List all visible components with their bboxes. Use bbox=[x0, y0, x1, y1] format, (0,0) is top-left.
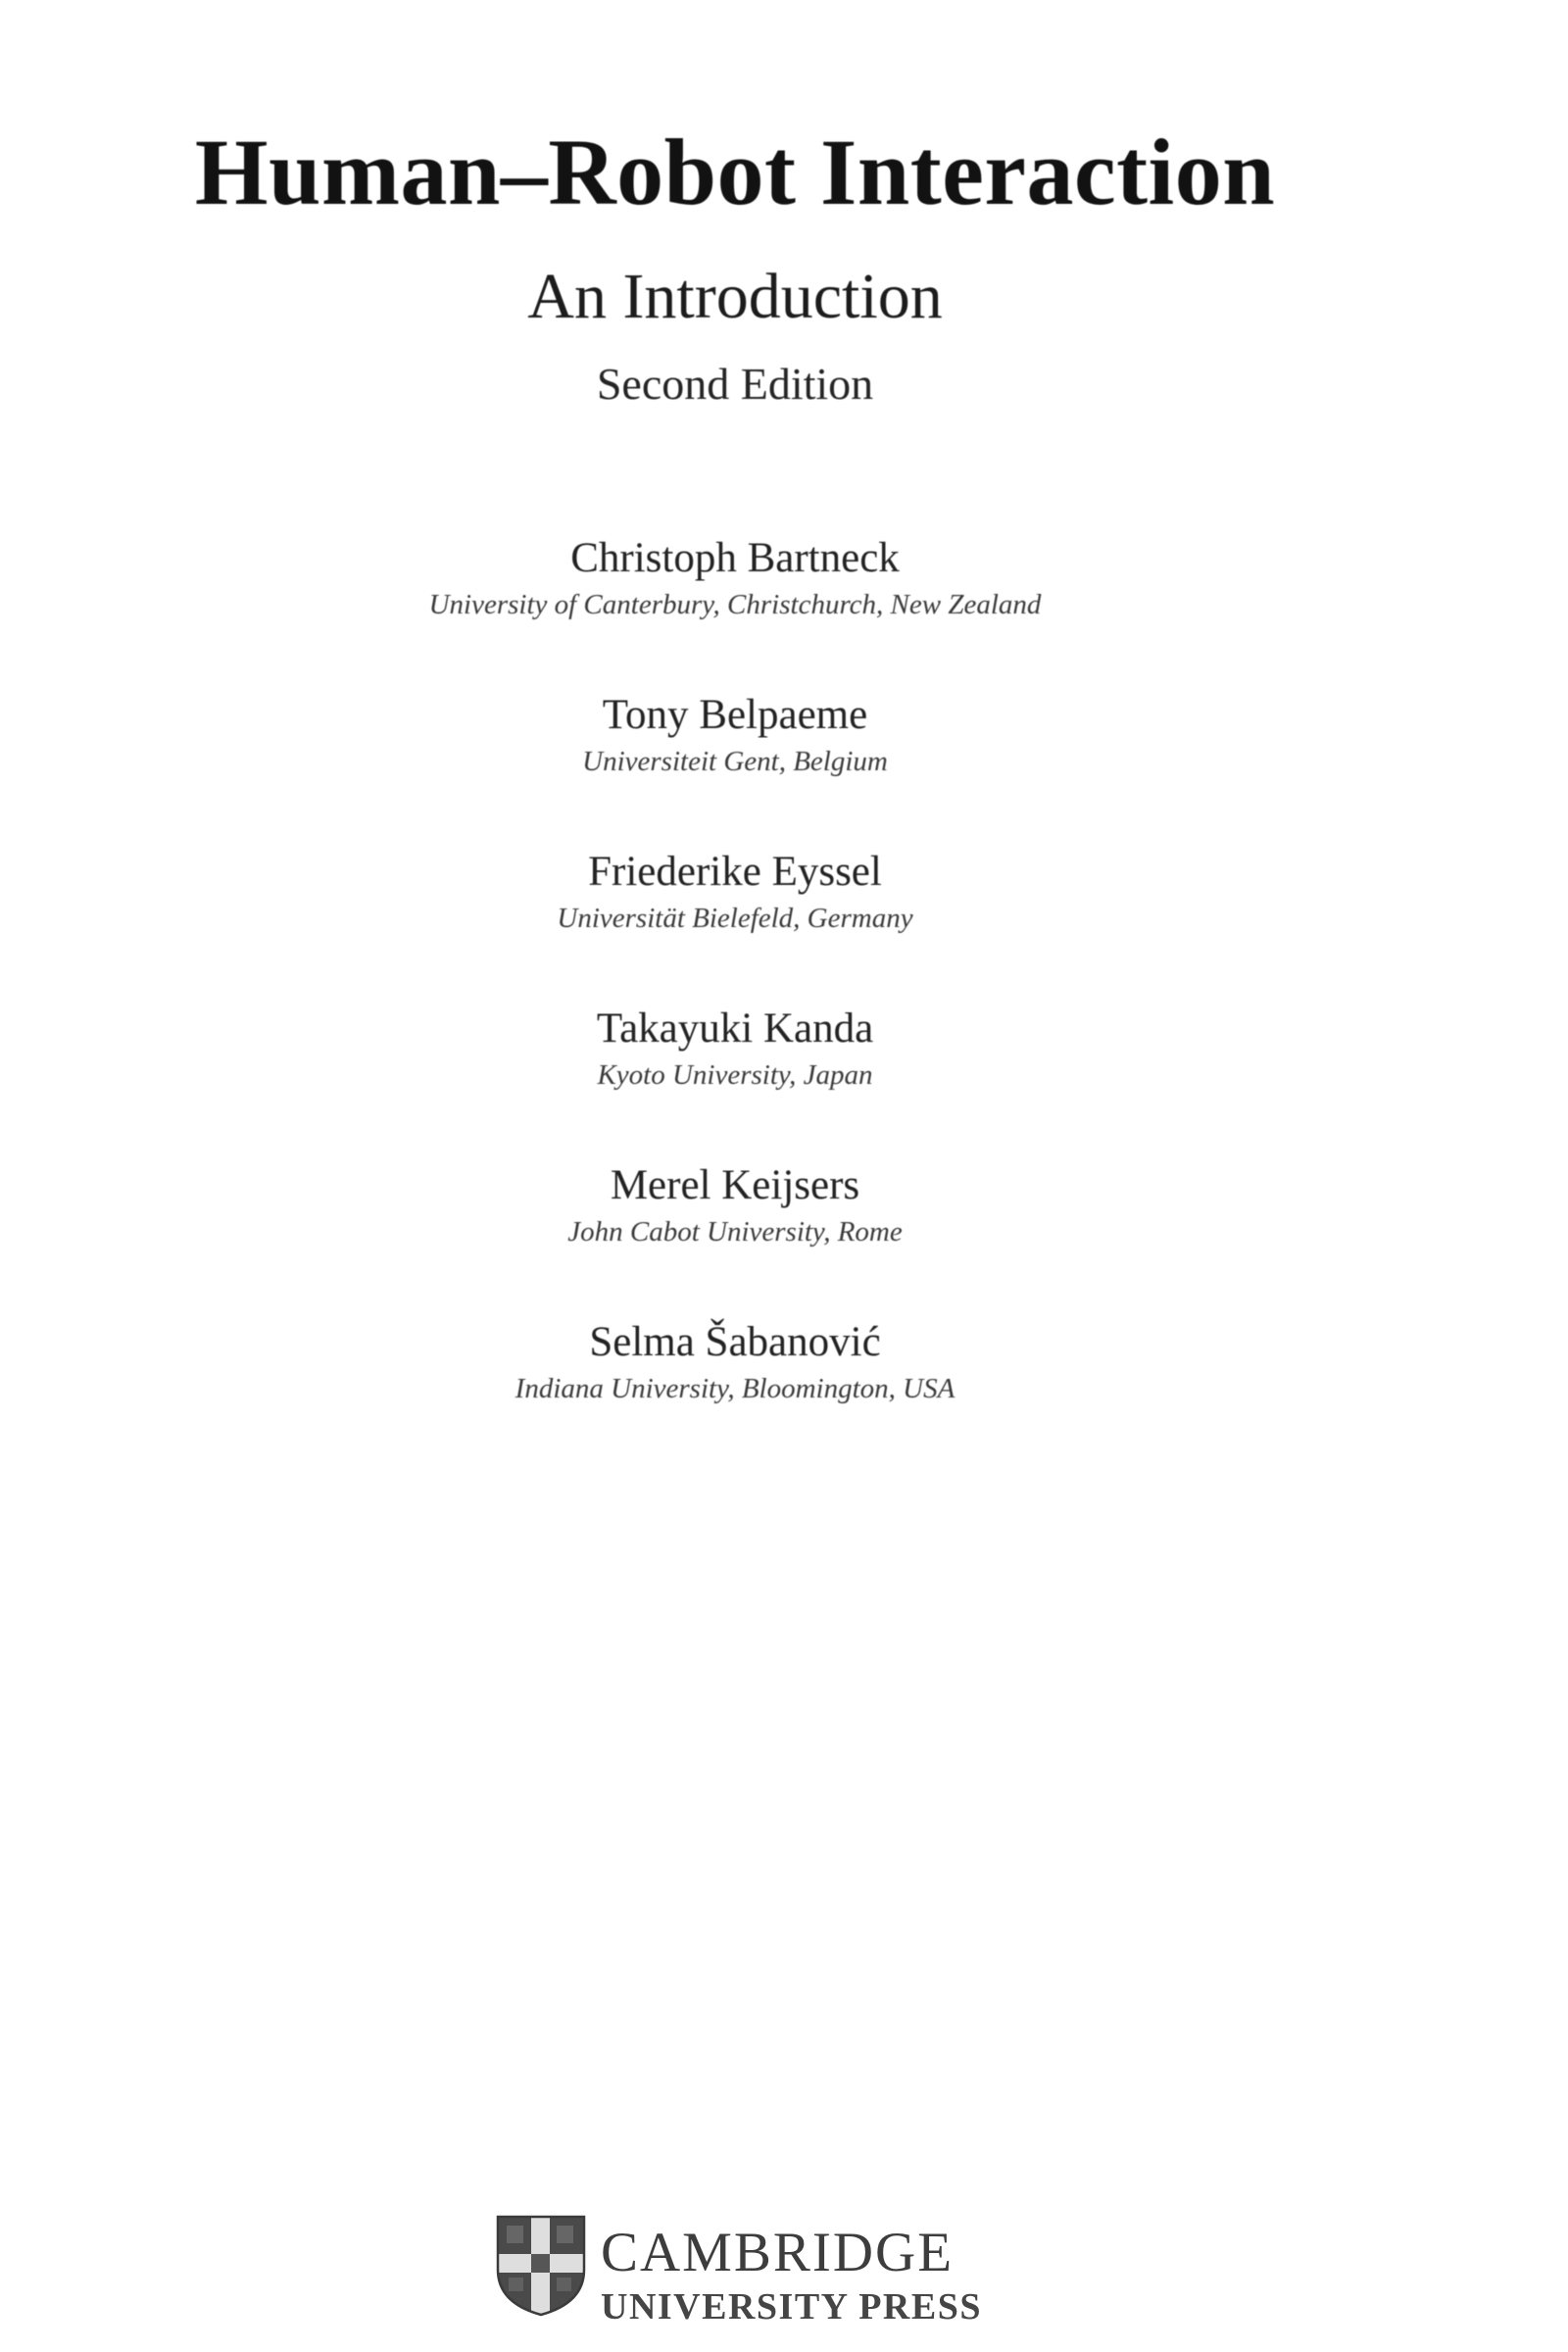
author-affiliation: Indiana University, Bloomington, USA bbox=[514, 1373, 956, 1405]
author-affiliation: Universität Bielefeld, Germany bbox=[557, 903, 913, 935]
author-name: Takayuki Kanda bbox=[596, 1005, 874, 1052]
author-name: Christoph Bartneck bbox=[570, 535, 900, 581]
publisher-name: CAMBRIDGE bbox=[601, 2222, 955, 2283]
author-affiliation: University of Canterbury, Christchurch, New Zealand bbox=[428, 589, 1042, 621]
publisher-wordmark bbox=[601, 2215, 982, 2326]
author-affiliation: Universiteit Gent, Belgium bbox=[582, 746, 888, 778]
author-block bbox=[0, 692, 1470, 849]
author-block bbox=[0, 1005, 1470, 1162]
author-affiliation: John Cabot University, Rome bbox=[567, 1216, 903, 1249]
author-name: Tony Belpaeme bbox=[602, 692, 868, 738]
author-name: Selma Šabanović bbox=[589, 1319, 881, 1365]
book-subtitle: An Introduction bbox=[527, 261, 943, 332]
author-name: Friederike Eyssel bbox=[588, 849, 882, 895]
publisher-name-line2: UNIVERSITY PRESS bbox=[601, 2286, 982, 2328]
publisher-logo bbox=[496, 2215, 982, 2326]
author-block bbox=[0, 1162, 1470, 1319]
author-block bbox=[0, 849, 1470, 1005]
author-block bbox=[0, 1319, 1470, 1476]
book-title: Human–Robot Interaction bbox=[194, 120, 1276, 224]
author-list bbox=[0, 535, 1470, 1476]
author-affiliation: Kyoto University, Japan bbox=[597, 1059, 873, 1092]
cambridge-shield-icon bbox=[496, 2215, 586, 2317]
author-block bbox=[0, 535, 1470, 692]
edition-label: Second Edition bbox=[596, 359, 874, 409]
author-name: Merel Keijsers bbox=[610, 1162, 860, 1208]
